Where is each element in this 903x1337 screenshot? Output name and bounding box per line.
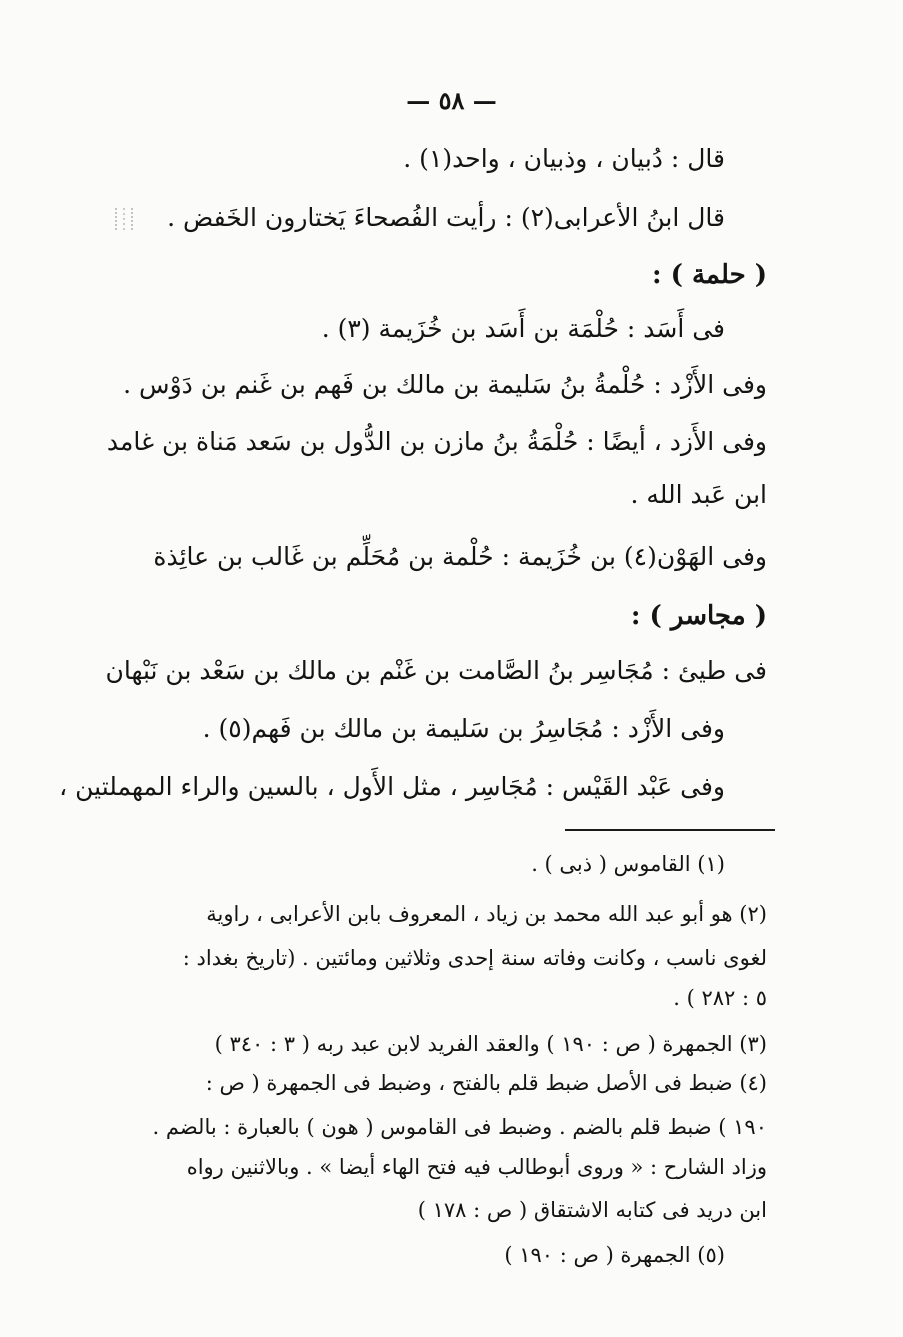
page-number: — ٥٨ — <box>406 86 497 115</box>
footnote-2-line-2: لغوى ناسب ، وكانت وفاته سنة إحدى وثلاثين ومائتين . (تاريخ بغداد : <box>182 946 767 970</box>
footnote-4-line-3: وزاد الشارح : « وروى أبوطالب فيه فتح الهاء أيضا » . وبالاثنين رواه <box>186 1155 767 1179</box>
margin-mark-icon <box>112 206 138 234</box>
footnote-2-line-1: (٢) هو أبو عبد الله محمد بن زياد ، المعروف بابن الأعرابى ، راوية <box>206 902 767 926</box>
text-line-10: وفى عَبْد القَيْس : مُجَاسِر ، مثل الأَول ، بالسين والراء المهملتين ، <box>59 772 725 801</box>
text-line-5: وفى الأَزد ، أيضًا : حُلْمَةُ بنُ مازن بن الدُّول بن سَعد مَناة بن غامد <box>106 427 767 456</box>
footnote-5: (٥) الجمهرة ( ص : ١٩٠ ) <box>504 1243 725 1267</box>
text-line-9: وفى الأَزْد : مُجَاسِرُ بن سَليمة بن مالك بن فَهم(٥) . <box>202 714 725 743</box>
footnote-1: (١) القاموس ( ذبى ) . <box>531 852 725 876</box>
footnote-2-line-3: ٥ : ٢٨٢ ) . <box>673 986 767 1010</box>
footnote-4-line-2: ١٩٠ ) ضبط قلم بالضم . وضبط فى القاموس ( هون ) بالعبارة : بالضم . <box>152 1115 767 1139</box>
section-heading-mujasir: ( مجاسر ) : <box>630 601 767 631</box>
section-heading-hulma: ( حلمة ) : <box>651 260 767 290</box>
text-line-1: قال : دُبيان ، وذبيان ، واحد(١) . <box>403 144 725 173</box>
text-line-6: ابن عَبد الله . <box>630 480 767 509</box>
text-line-7: وفى الهَوْن(٤) بن خُزَيمة : حُلْمة بن مُحَلِّم بن غَالب بن عائِذة <box>153 542 767 571</box>
text-line-4: وفى الأَزْد : حُلْمةُ بنُ سَليمة بن مالك بن فَهم بن غَنم بن دَوْس . <box>123 370 767 399</box>
footnote-4-line-4: ابن دريد فى كتابه الاشتقاق ( ص : ١٧٨ ) <box>417 1198 767 1222</box>
text-line-2: قال ابنُ الأعرابى(٢) : رأيت الفُصحاءَ يَختارون الخَفض . <box>167 203 725 232</box>
text-line-3: فى أَسَد : حُلْمَة بن أَسَد بن خُزَيمة (٣) . <box>321 314 725 343</box>
text-line-8: فى طيئ : مُجَاسِر بنُ الصَّامت بن غَنْم بن مالك بن سَعْد بن نَبْهان <box>105 656 767 685</box>
footnote-3: (٣) الجمهرة ( ص : ١٩٠ ) والعقد الفريد لابن عبد ربه ( ٣ : ٣٤٠ ) <box>214 1032 767 1056</box>
footnote-4-line-1: (٤) ضبط فى الأصل ضبط قلم بالفتح ، وضبط فى الجمهرة ( ص : <box>205 1071 767 1095</box>
footnote-separator <box>565 829 775 831</box>
